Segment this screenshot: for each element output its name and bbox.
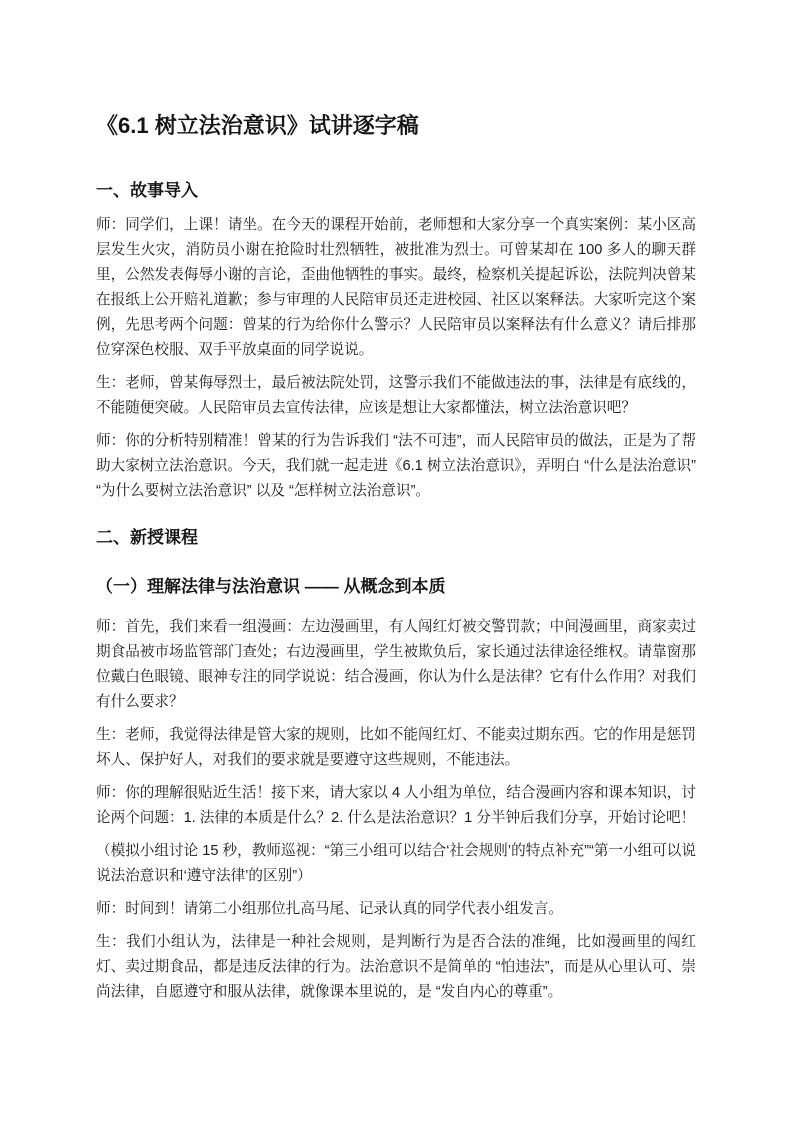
paragraph-student-group-report: 生：我们小组认为，法律是一种社会规则，是判断行为是否合法的准绳，比如漫画里的闯红灯、卖过期食品，都是违反法律的行为。法治意识不是简单的 “怕违法”，而是从心里认可、崇尚法律，自愿遵守和服从法律，就像课本里说的，是 “发自内心的尊重”。 <box>96 933 696 1000</box>
paragraph-stage-direction-discussion: （模拟小组讨论 15 秒，教师巡视：“第三小组可以结合‘社会规则’的特点补充”“第一小组可以说说法治意识和‘遵守法律’的区别”） <box>96 842 696 884</box>
section-heading-new-lesson: 二、新授课程 <box>96 528 198 548</box>
paragraph-student-answer-1: 生：老师，曾某侮辱烈士，最后被法院处罚，这警示我们不能做违法的事，法律是有底线的，不能随便突破。人民陪审员去宣传法律，应该是想让大家都懂法，树立法治意识吧？ <box>96 375 696 417</box>
paragraph-teacher-comics: 师：首先，我们来看一组漫画：左边漫画里，有人闯红灯被交警罚款；中间漫画里，商家卖过期食品被市场监管部门查处；右边漫画里，学生被欺负后，家长通过法律途径维权。请靠窗那位戴白色眼镜、眼神专注的同学说说：结合漫画，你认为什么是法律？它有什么作用？对我们有什么要求？ <box>96 618 696 710</box>
paragraph-teacher-feedback-1: 师：你的分析特别精准！曾某的行为告诉我们 “法不可违”，而人民陪审员的做法，正是为了帮助大家树立法治意识。今天，我们就一起走进《6.1 树立法治意识》，弄明白 “什么是法治意识”“为什么要树立法治意识” 以及 “怎样树立法治意识”。 <box>96 433 696 500</box>
paragraph-teacher-group-task: 师：你的理解很贴近生活！接下来，请大家以 4 人小组为单位，结合漫画内容和课本知识，讨论两个问题：1. 法律的本质是什么？2. 什么是法治意识？1 分半钟后我们分享，开始讨论吧！ <box>96 784 696 826</box>
paragraph-teacher-case-intro: 师：同学们，上课！请坐。在今天的课程开始前，老师想和大家分享一个真实案例：某小区高层发生火灾，消防员小谢在抢险时壮烈牺牲，被批准为烈士。可曾某却在 100 多人的聊天群里，公然发表侮辱小谢的言论，歪曲他牺牲的事实。最终，检察机关提起诉讼，法院判决曾某在报纸上公开赔礼道歉；参与审理的人民陪审员还走进校园、社区以案释法。大家听完这个案例，先思考两个问题：曾某的行为给你什么警示？人民陪审员以案释法有什么意义？请后排那位穿深色校服、双手平放桌面的同学说说。 <box>96 217 696 359</box>
subsection-heading-understanding-law: （一）理解法律与法治意识 —— 从概念到本质 <box>96 577 446 597</box>
document-title: 《6.1 树立法治意识》试讲逐字稿 <box>96 113 419 138</box>
section-heading-story-intro: 一、故事导入 <box>96 180 198 200</box>
paragraph-student-answer-2: 生：老师，我觉得法律是管大家的规则，比如不能闯红灯、不能卖过期东西。它的作用是惩罚坏人、保护好人，对我们的要求就是要遵守这些规则，不能违法。 <box>96 726 696 768</box>
paragraph-teacher-time-up: 师：时间到！请第二小组那位扎高马尾、记录认真的同学代表小组发言。 <box>96 900 564 917</box>
